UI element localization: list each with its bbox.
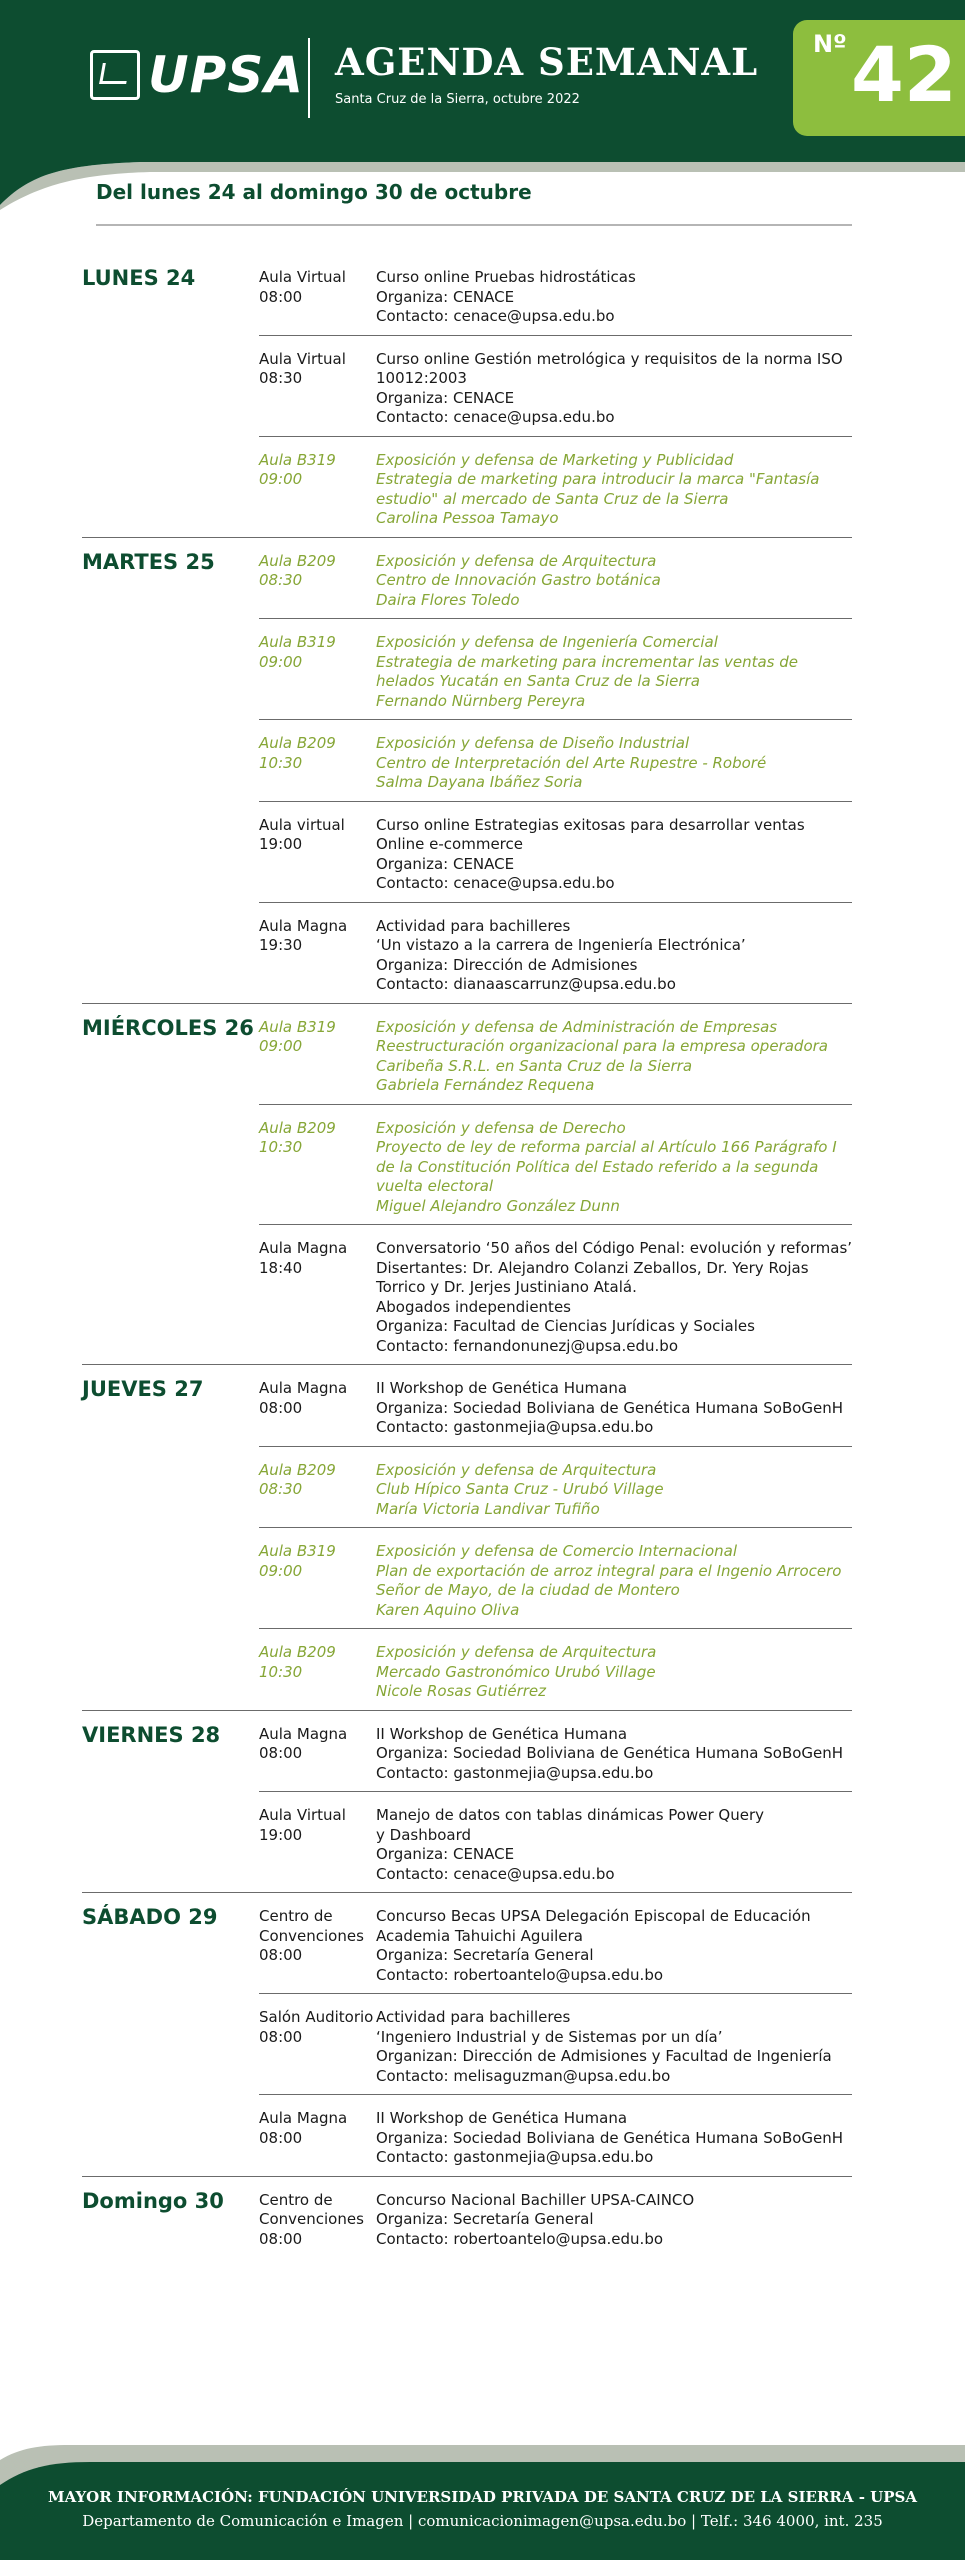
- footer-contact-line: Departamento de Comunicación e Imagen | comunicacionimagen@upsa.edu.bo | Telf.: 346 4000, int. 235: [82, 2512, 883, 2530]
- event-divider: [259, 2094, 852, 2095]
- event-detail-line: Organiza: Facultad de Ciencias Jurídicas y Sociales: [376, 1317, 755, 1335]
- event-details: [376, 1542, 856, 1620]
- event-detail-line: Organiza: Sociedad Boliviana de Genética Humana SoBoGenH: [376, 2128, 844, 2147]
- event-detail-line: Organiza: Secretaría General: [376, 2210, 594, 2228]
- event-location-time: Centro de Convenciones 08:00: [259, 2190, 364, 2248]
- event-details: [376, 2109, 856, 2168]
- day-label: Domingo 30: [82, 2188, 224, 2213]
- event-location-time: Aula Magna 08:00: [259, 2109, 348, 2147]
- event-location-time: Aula Magna 19:30: [259, 916, 348, 954]
- event-detail-line: Gabriela Fernández Requena: [376, 1076, 595, 1094]
- event-detail-line: Exposición y defensa de Arquitectura: [376, 551, 657, 570]
- event-detail-line: helados Yucatán en Santa Cruz de la Sierra: [376, 672, 700, 690]
- event-location-time: Salón Auditorio 08:00: [259, 2008, 374, 2046]
- event-details: [376, 552, 856, 611]
- event-location-time: Aula B319 09:00: [259, 633, 336, 671]
- event-location-time: Aula Virtual 19:00: [259, 1806, 346, 1844]
- event-detail-line: Online e-commerce: [376, 835, 523, 853]
- event-details: [376, 1018, 856, 1096]
- event-detail-line: Exposición y defensa de Ingeniería Comercial: [376, 633, 718, 651]
- event-detail-line: Caribeña S.R.L. en Santa Cruz de la Sierra: [376, 1056, 693, 1075]
- event-details: [376, 350, 856, 428]
- event-detail-line: Estrategia de marketing para incrementar las ventas de: [376, 652, 799, 671]
- event-detail-line: Contacto: gastonmejia@upsa.edu.bo: [376, 1418, 654, 1436]
- event-detail-line: Curso online Pruebas hidrostáticas: [376, 268, 636, 286]
- event-location-time: Aula Magna 08:00: [259, 1379, 348, 1417]
- upsa-logo: [90, 45, 304, 105]
- event-detail-line: estudio" al mercado de Santa Cruz de la Sierra: [376, 489, 729, 508]
- event-details: [376, 1907, 856, 1985]
- day-divider: [82, 1892, 852, 1893]
- event-details: [376, 1119, 856, 1217]
- event-location-time: Aula B209 10:30: [259, 734, 336, 772]
- event-details: [376, 1725, 856, 1784]
- event-detail-line: de la Constitución Política del Estado referido a la segunda: [376, 1157, 819, 1176]
- event-detail-line: Centro de Innovación Gastro botánica: [376, 571, 661, 589]
- event-detail-line: Contacto: fernandonunezj@upsa.edu.bo: [376, 1336, 678, 1355]
- event-location-time: Aula B319 09:00: [259, 1017, 336, 1055]
- event-details: [376, 816, 856, 894]
- event-detail-line: Torrico y Dr. Jerjes Justiniano Atalá.: [376, 1278, 637, 1296]
- event-detail-line: Daira Flores Toledo: [376, 590, 520, 609]
- issue-label: Nº: [813, 30, 847, 58]
- event-detail-line: y Dashboard: [376, 1825, 472, 1844]
- event-divider: [259, 436, 852, 437]
- event-detail-line: Abogados independientes: [376, 1297, 571, 1316]
- event-detail-line: Karen Aquino Oliva: [376, 1600, 520, 1619]
- event-detail-line: Organiza: CENACE: [376, 854, 515, 873]
- event-detail-line: Curso online Gestión metrológica y requisitos de la norma ISO: [376, 349, 843, 368]
- event-location-time: Aula Virtual 08:30: [259, 349, 346, 387]
- event-divider: [259, 719, 852, 720]
- event-detail-line: Contacto: gastonmejia@upsa.edu.bo: [376, 1763, 654, 1782]
- event-detail-line: Organiza: CENACE: [376, 1845, 515, 1863]
- event-detail-line: Organiza: CENACE: [376, 388, 515, 407]
- event-details: [376, 2191, 856, 2250]
- event-location-time: Aula B209 10:30: [259, 1118, 336, 1156]
- event-detail-line: Organiza: CENACE: [376, 287, 515, 306]
- event-detail-line: Carolina Pessoa Tamayo: [376, 509, 559, 527]
- event-divider: [259, 335, 852, 336]
- event-details: [376, 917, 856, 995]
- day-divider: [82, 537, 852, 538]
- event-divider: [259, 902, 852, 903]
- event-details: [376, 734, 856, 793]
- day-divider: [82, 1364, 852, 1365]
- date-range: Del lunes 24 al domingo 30 de octubre: [96, 180, 532, 204]
- day-divider: [82, 2176, 852, 2177]
- event-detail-line: Mercado Gastronómico Urubó Village: [376, 1662, 656, 1681]
- event-detail-line: ‘Ingeniero Industrial y de Sistemas por un día’: [376, 2027, 723, 2046]
- event-detail-line: Contacto: cenace@upsa.edu.bo: [376, 1864, 615, 1883]
- event-detail-line: Exposición y defensa de Comercio Internacional: [376, 1542, 737, 1560]
- event-detail-line: Nicole Rosas Gutiérrez: [376, 1682, 547, 1700]
- event-detail-line: Plan de exportación de arroz integral para el Ingenio Arrocero: [376, 1561, 842, 1580]
- event-details: [376, 1806, 856, 1884]
- day-divider: [82, 1710, 852, 1711]
- event-detail-line: Actividad para bachilleres: [376, 916, 571, 935]
- event-divider: [259, 618, 852, 619]
- header-divider: [308, 38, 310, 118]
- day-label: MIÉRCOLES 26: [82, 1015, 254, 1040]
- day-label: VIERNES 28: [82, 1722, 221, 1747]
- issue-number: 42: [851, 30, 957, 119]
- event-detail-line: Curso online Estrategias exitosas para desarrollar ventas: [376, 815, 805, 834]
- event-detail-line: Exposición y defensa de Diseño Industrial: [376, 734, 690, 752]
- event-details: [376, 1461, 856, 1520]
- event-divider: [259, 1628, 852, 1629]
- event-detail-line: Contacto: gastonmejia@upsa.edu.bo: [376, 2148, 654, 2166]
- event-location-time: Aula B319 09:00: [259, 1542, 336, 1580]
- event-detail-line: Contacto: melisaguzman@upsa.edu.bo: [376, 2066, 671, 2085]
- event-detail-line: Conversatorio ‘50 años del Código Penal: evolución y reformas’: [376, 1239, 853, 1257]
- event-details: [376, 1379, 856, 1438]
- event-detail-line: María Victoria Landivar Tufiño: [376, 1499, 600, 1518]
- issue-badge: [793, 20, 965, 136]
- event-detail-line: Disertantes: Dr. Alejandro Colanzi Zeballos, Dr. Yery Rojas: [376, 1258, 809, 1277]
- page-subtitle: Santa Cruz de la Sierra, octubre 2022: [335, 92, 580, 107]
- day-divider: [82, 1003, 852, 1004]
- upsa-logo-icon: [90, 50, 140, 100]
- event-detail-line: II Workshop de Genética Humana: [376, 2109, 628, 2127]
- event-detail-line: Contacto: cenace@upsa.edu.bo: [376, 307, 615, 325]
- page-title: AGENDA SEMANAL: [335, 40, 759, 84]
- event-detail-line: Organiza: Sociedad Boliviana de Genética Humana SoBoGenH: [376, 1398, 844, 1417]
- event-detail-line: Actividad para bachilleres: [376, 2008, 571, 2026]
- event-location-time: Centro de Convenciones 08:00: [259, 1907, 364, 1964]
- event-detail-line: Miguel Alejandro González Dunn: [376, 1196, 620, 1215]
- event-detail-line: Exposición y defensa de Marketing y Publicidad: [376, 450, 734, 469]
- event-detail-line: II Workshop de Genética Humana: [376, 1379, 628, 1397]
- event-divider: [259, 801, 852, 802]
- event-detail-line: Fernando Nürnberg Pereyra: [376, 691, 586, 710]
- event-details: [376, 1239, 856, 1356]
- day-label: MARTES 25: [82, 549, 215, 574]
- event-detail-line: Exposición y defensa de Arquitectura: [376, 1643, 657, 1661]
- event-detail-line: Proyecto de ley de reforma parcial al Artículo 166 Parágrafo I: [376, 1138, 837, 1156]
- day-label: SÁBADO 29: [82, 1905, 218, 1929]
- event-location-time: Aula Magna 18:40: [259, 1239, 348, 1277]
- page-header: [0, 0, 965, 230]
- event-detail-line: Reestructuración organizacional para la empresa operadora: [376, 1037, 828, 1055]
- event-detail-line: Estrategia de marketing para introducir la marca "Fantasía: [376, 470, 820, 488]
- event-detail-line: Salma Dayana Ibáñez Soria: [376, 773, 583, 791]
- event-divider: [259, 1104, 852, 1105]
- logo-text: UPSA: [148, 46, 304, 104]
- event-detail-line: Contacto: cenace@upsa.edu.bo: [376, 408, 615, 426]
- event-detail-line: Contacto: robertoantelo@upsa.edu.bo: [376, 1965, 664, 1984]
- day-label: LUNES 24: [82, 266, 196, 290]
- event-divider: [259, 1527, 852, 1528]
- event-location-time: Aula virtual 19:00: [259, 815, 345, 853]
- footer-info-line: MAYOR INFORMACIÓN: FUNDACIÓN UNIVERSIDAD PRIVADA DE SANTA CRUZ DE LA SIERRA - UPSA: [47, 2488, 918, 2506]
- event-detail-line: 10012:2003: [376, 369, 467, 387]
- event-detail-line: II Workshop de Genética Humana: [376, 1724, 628, 1743]
- event-detail-line: Organizan: Dirección de Admisiones y Facultad de Ingeniería: [376, 2047, 832, 2065]
- event-details: [376, 451, 856, 529]
- event-detail-line: Concurso Becas UPSA Delegación Episcopal de Educación: [376, 1907, 811, 1925]
- event-detail-line: Contacto: robertoantelo@upsa.edu.bo: [376, 2229, 664, 2248]
- event-details: [376, 633, 856, 711]
- event-detail-line: ‘Un vistazo a la carrera de Ingeniería Electrónica’: [376, 936, 746, 954]
- event-detail-line: vuelta electoral: [376, 1177, 494, 1195]
- event-detail-line: Academia Tahuichi Aguilera: [376, 1926, 583, 1945]
- event-detail-line: Organiza: Dirección de Admisiones: [376, 955, 638, 974]
- day-label: JUEVES 27: [82, 1377, 204, 1401]
- event-detail-line: Contacto: dianaascarrunz@upsa.edu.bo: [376, 975, 676, 993]
- event-detail-line: Señor de Mayo, de la ciudad de Montero: [376, 1581, 680, 1599]
- event-location-time: Aula Magna 08:00: [259, 1724, 348, 1762]
- event-detail-line: Organiza: Sociedad Boliviana de Genética Humana SoBoGenH: [376, 1744, 844, 1762]
- event-detail-line: Centro de Interpretación del Arte Rupestre - Roboré: [376, 753, 767, 772]
- event-details: [376, 1643, 856, 1702]
- event-divider: [259, 1446, 852, 1447]
- event-detail-line: Exposición y defensa de Arquitectura: [376, 1460, 657, 1479]
- event-details: [376, 2008, 856, 2086]
- event-detail-line: Contacto: cenace@upsa.edu.bo: [376, 874, 615, 892]
- event-location-time: Aula B319 09:00: [259, 450, 336, 488]
- event-location-time: Aula B209 08:30: [259, 1460, 336, 1498]
- event-location-time: Aula Virtual 08:00: [259, 268, 346, 306]
- event-detail-line: Exposición y defensa de Administración de Empresas: [376, 1017, 778, 1036]
- event-location-time: Aula B209 10:30: [259, 1643, 336, 1681]
- event-details: [376, 268, 856, 327]
- event-divider: [259, 1791, 852, 1792]
- event-divider: [259, 1224, 852, 1225]
- event-detail-line: Manejo de datos con tablas dinámicas Power Query: [376, 1806, 764, 1824]
- event-detail-line: Concurso Nacional Bachiller UPSA-CAINCO: [376, 2190, 695, 2209]
- event-divider: [259, 1993, 852, 1994]
- event-detail-line: Organiza: Secretaría General: [376, 1946, 594, 1964]
- event-detail-line: Club Hípico Santa Cruz - Urubó Village: [376, 1480, 664, 1498]
- event-detail-line: Exposición y defensa de Derecho: [376, 1118, 626, 1137]
- event-location-time: Aula B209 08:30: [259, 551, 336, 589]
